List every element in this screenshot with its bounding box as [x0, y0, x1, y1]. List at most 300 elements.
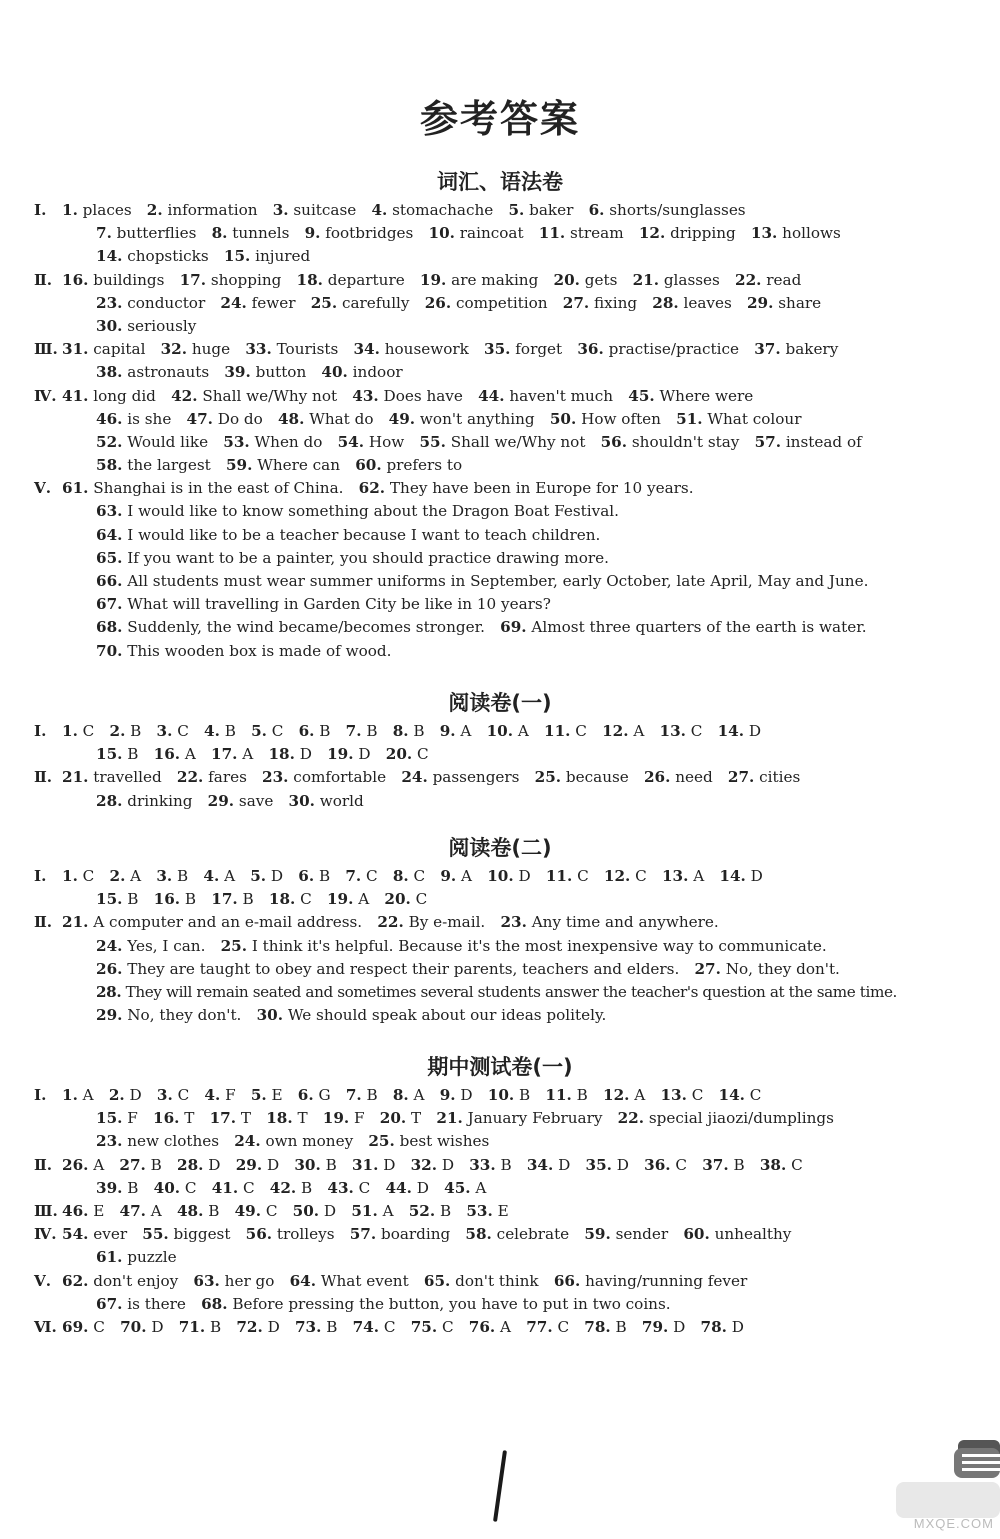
answer-text: B	[321, 1317, 338, 1336]
question-number: 15.	[96, 890, 123, 909]
question-number: 25.	[220, 936, 248, 955]
question-number: 18.	[268, 745, 295, 764]
question-number: 49.	[388, 409, 416, 428]
part-numeral: Ⅴ.	[34, 1271, 52, 1290]
answer-line	[0, 547, 1000, 570]
answer-line	[0, 1316, 1000, 1339]
answer-text: D	[513, 867, 531, 885]
question-number: 69.	[500, 618, 527, 637]
answer-text: drinking	[122, 791, 193, 810]
answer-items	[96, 431, 862, 454]
answer-text: B	[314, 722, 331, 740]
question-number: 17.	[211, 890, 238, 909]
question-number: 63.	[96, 502, 123, 521]
answer-text: D	[455, 1086, 473, 1104]
answer-text: B	[145, 1155, 162, 1174]
question-number: 16.	[153, 1109, 180, 1128]
answer-text: A	[237, 745, 254, 764]
question-number: 30.	[256, 1006, 284, 1025]
question-number: 41.	[62, 386, 89, 405]
answer-items	[62, 1316, 744, 1339]
answer-items	[62, 1084, 761, 1107]
question-number: 7.	[345, 1086, 362, 1104]
question-number: 38.	[96, 363, 123, 382]
answer-text: Yes, I can.	[122, 936, 206, 955]
answer-line	[0, 431, 1000, 454]
answer-text: If you want to be a painter, you should practice drawing more.	[122, 548, 609, 567]
question-number: 58.	[96, 456, 123, 475]
question-number: 6.	[297, 1086, 314, 1104]
answer-text: C	[408, 867, 426, 885]
question-number: 35.	[585, 1155, 612, 1174]
answer-text: E	[492, 1201, 509, 1220]
answer-text: B	[320, 1155, 337, 1174]
answer-line	[0, 935, 1000, 958]
answer-text: When do	[249, 432, 323, 451]
answer-line	[0, 315, 1000, 338]
answer-text: B	[514, 1086, 531, 1104]
answer-text: We should speak about our ideas politely.	[283, 1006, 607, 1025]
part-numeral: Ⅰ.	[34, 867, 47, 885]
answer-text: Suddenly, the wind became/becomes stronger.	[122, 618, 485, 637]
question-number: 11.	[545, 1086, 572, 1104]
question-number: 44.	[385, 1178, 412, 1197]
answer-text: C	[670, 1155, 688, 1174]
answer-text: new clothes	[122, 1132, 220, 1151]
answer-text: won't anything	[415, 409, 535, 428]
answer-text: A	[377, 1201, 394, 1220]
question-number: 23.	[262, 768, 289, 787]
answer-line	[0, 766, 1000, 789]
question-number: 12.	[602, 722, 629, 740]
answer-text: glasses	[659, 270, 720, 289]
answer-text: D	[726, 1317, 744, 1336]
answer-line	[0, 524, 1000, 547]
answer-text: B	[435, 1201, 452, 1220]
answer-text: T	[406, 1109, 422, 1128]
answer-text: How often	[576, 409, 661, 428]
answer-text: D	[611, 1155, 629, 1174]
answer-items	[62, 338, 838, 361]
question-number: 29.	[207, 791, 235, 810]
question-number: 34.	[526, 1155, 554, 1174]
answer-line	[0, 888, 1000, 911]
answer-text: passengers	[427, 768, 520, 787]
part-numeral: Ⅱ.	[34, 270, 53, 289]
question-number: 29.	[235, 1155, 263, 1174]
question-number: 6.	[588, 201, 605, 219]
section-title: 词汇、语法卷	[437, 170, 563, 194]
question-number: 15.	[96, 1109, 123, 1128]
question-number: 63.	[193, 1271, 220, 1290]
answer-text: January February	[462, 1109, 603, 1128]
answer-text: save	[234, 791, 274, 810]
answer-text: C	[570, 722, 587, 740]
question-number: 60.	[683, 1225, 710, 1244]
answer-text: baker	[524, 201, 574, 219]
answer-section	[0, 686, 1000, 813]
answer-text: T	[292, 1109, 308, 1128]
answer-text: B	[314, 867, 331, 885]
answer-text: C	[412, 745, 429, 764]
answer-line	[0, 570, 1000, 593]
answer-text: B	[361, 722, 378, 740]
answer-line	[0, 1223, 1000, 1246]
answer-text: What do	[304, 409, 374, 428]
answer-line	[0, 720, 1000, 743]
answer-text: shopping	[206, 270, 282, 289]
answer-line	[0, 269, 1000, 292]
question-number: 3.	[156, 722, 173, 740]
answer-text: C	[77, 722, 95, 740]
answer-text: practise/practice	[603, 340, 740, 359]
answer-text: prefers to	[381, 456, 463, 475]
answer-items	[96, 1293, 671, 1316]
answer-line	[0, 616, 1000, 639]
question-number: 43.	[327, 1178, 354, 1197]
question-number: 74.	[352, 1317, 380, 1336]
question-number: 59.	[225, 456, 253, 475]
answer-text: B	[408, 722, 425, 740]
answer-text: D	[353, 745, 371, 764]
answer-text: seriously	[122, 316, 197, 335]
part-numeral: Ⅵ.	[34, 1317, 57, 1336]
question-number: 28.	[96, 982, 122, 1001]
answer-text: C	[410, 890, 428, 909]
answer-text: E	[266, 1086, 283, 1104]
question-number: 16.	[153, 745, 181, 764]
question-number: 27.	[727, 768, 755, 787]
question-number: 3.	[272, 201, 289, 219]
answer-items	[96, 315, 196, 338]
question-number: 50.	[292, 1201, 320, 1220]
answer-text: I would like to be a teacher because I want to teach children.	[122, 525, 601, 544]
question-number: 26.	[424, 293, 452, 312]
answer-text: are making	[446, 270, 539, 289]
answer-section	[0, 1050, 1000, 1339]
answer-text: F	[349, 1109, 365, 1128]
answer-text: shouldn't stay	[627, 432, 740, 451]
answer-text: B	[237, 890, 254, 909]
question-number: 13.	[659, 722, 686, 740]
answer-text: is she	[122, 409, 172, 428]
question-number: 35.	[484, 340, 511, 359]
answer-text: boarding	[376, 1225, 451, 1244]
question-number: 28.	[96, 791, 123, 810]
question-number: 48.	[176, 1201, 204, 1220]
answer-text: best wishes	[394, 1132, 490, 1151]
answer-text: B	[495, 1155, 512, 1174]
answer-text: B	[122, 745, 139, 764]
answer-text: housework	[379, 340, 469, 359]
answer-text: B	[172, 867, 189, 885]
question-number: 24.	[96, 936, 123, 955]
question-number: 6.	[298, 722, 315, 740]
answer-items	[96, 1177, 486, 1200]
answer-text: puzzle	[122, 1248, 177, 1267]
question-number: 77.	[526, 1317, 553, 1336]
answer-text: stream	[565, 224, 624, 243]
answer-items	[62, 766, 800, 789]
question-number: 49.	[234, 1201, 262, 1220]
answer-items	[96, 222, 841, 245]
question-number: 7.	[345, 867, 362, 885]
question-number: 37.	[754, 340, 781, 359]
question-number: 33.	[469, 1155, 496, 1174]
answer-text: A	[145, 1201, 162, 1220]
answer-section	[0, 165, 1000, 663]
answer-text: D	[553, 1155, 571, 1174]
question-number: 26.	[96, 959, 123, 978]
question-number: 13.	[661, 867, 689, 885]
answer-text: They are taught to obey and respect their parents, teachers and elders.	[122, 959, 680, 978]
answer-text: read	[761, 270, 802, 289]
answer-text: because	[561, 768, 629, 787]
answer-items	[96, 408, 801, 431]
answer-line	[0, 1177, 1000, 1200]
answer-text: Shanghai is in the east of China.	[88, 479, 344, 498]
answer-line	[0, 640, 1000, 663]
question-number: 32.	[410, 1155, 438, 1174]
answer-line	[0, 593, 1000, 616]
question-number: 28.	[177, 1155, 204, 1174]
answer-text: B	[203, 1201, 220, 1220]
answer-text: How	[364, 432, 405, 451]
answer-text: Shall we/Why not	[197, 386, 338, 405]
question-number: 52.	[96, 432, 123, 451]
answer-text: chopsticks	[122, 247, 209, 266]
answer-text: C	[172, 722, 189, 740]
answer-items	[96, 547, 609, 570]
answer-text: A	[688, 867, 705, 885]
question-number: 10.	[428, 224, 455, 243]
answer-text: A	[470, 1178, 487, 1197]
question-number: 10.	[487, 867, 514, 885]
answer-text: unhealthy	[709, 1225, 792, 1244]
answer-section	[0, 831, 1000, 1027]
question-number: 45.	[444, 1178, 471, 1197]
answer-text: leaves	[678, 293, 732, 312]
section-title: 阅读卷(一)	[448, 691, 552, 715]
part-numeral: Ⅲ.	[34, 1201, 58, 1220]
answer-text: C	[379, 1317, 396, 1336]
answer-text: don't enjoy	[88, 1271, 179, 1290]
question-number: 4.	[371, 201, 388, 219]
answer-text: share	[773, 293, 822, 312]
answer-text: C	[295, 890, 312, 909]
answer-text: fewer	[246, 293, 296, 312]
answer-line	[0, 385, 1000, 408]
answer-text: having/running fever	[580, 1271, 748, 1290]
question-number: 19.	[419, 270, 447, 289]
question-number: 79.	[641, 1317, 669, 1336]
answer-items	[96, 981, 897, 1004]
answer-line	[0, 477, 1000, 500]
answer-text: C	[685, 722, 703, 740]
answer-text: They will remain seated and sometimes several students answer the teacher's question at the same time.	[121, 982, 897, 1001]
answer-text: buildings	[88, 270, 165, 289]
question-number: 14.	[719, 867, 746, 885]
question-number: 42.	[171, 386, 198, 405]
question-number: 25.	[310, 293, 338, 312]
question-number: 12.	[603, 1086, 630, 1104]
question-number: 30.	[288, 791, 315, 810]
question-number: 14.	[717, 722, 745, 740]
question-number: 21.	[62, 913, 89, 932]
answer-text: No, they don't.	[122, 1006, 242, 1025]
question-number: 67.	[96, 595, 123, 614]
question-number: 3.	[156, 867, 173, 885]
answer-text: B	[361, 1086, 378, 1104]
answer-line	[0, 1107, 1000, 1130]
question-number: 33.	[245, 340, 272, 359]
question-number: 51.	[351, 1201, 378, 1220]
answer-items	[96, 593, 551, 616]
answer-text: conductor	[122, 293, 206, 312]
question-number: 1.	[62, 722, 78, 740]
page-title: 参考答案	[419, 97, 580, 141]
question-number: 62.	[358, 479, 386, 498]
question-number: 48.	[277, 409, 305, 428]
question-number: 46.	[62, 1201, 89, 1220]
answer-text: C	[353, 1178, 371, 1197]
answer-items	[62, 477, 694, 500]
question-number: 59.	[584, 1225, 611, 1244]
answer-text: Does have	[378, 386, 463, 405]
answer-text: T	[236, 1109, 251, 1128]
answer-text: C	[238, 1178, 255, 1197]
section-title: 阅读卷(二)	[448, 836, 552, 860]
answer-text: long did	[88, 386, 156, 405]
part-numeral: Ⅱ.	[34, 768, 53, 787]
question-number: 52.	[408, 1201, 436, 1220]
answer-text: D	[262, 1155, 280, 1174]
answer-text: information	[162, 201, 258, 219]
answer-text: Before pressing the button, you have to put in two coins.	[227, 1294, 671, 1313]
answer-items	[62, 865, 763, 888]
question-number: 4.	[203, 867, 220, 885]
answer-text: Almost three quarters of the earth is water.	[526, 618, 867, 637]
answer-text: D	[146, 1317, 164, 1336]
answer-text: B	[205, 1317, 222, 1336]
question-number: 22.	[377, 913, 404, 932]
answer-text: This wooden box is made of wood.	[122, 641, 392, 660]
part-numeral: Ⅲ.	[34, 340, 58, 359]
answer-text: sender	[610, 1225, 669, 1244]
question-number: 19.	[326, 890, 354, 909]
answer-text: own money	[260, 1132, 354, 1151]
answer-text: B	[219, 722, 236, 740]
answer-text: D	[294, 745, 312, 764]
answer-items	[96, 292, 821, 315]
question-number: 57.	[754, 432, 781, 451]
answer-text: the largest	[122, 456, 211, 475]
answer-text: A	[353, 890, 370, 909]
question-number: 11.	[538, 224, 566, 243]
answer-text: ever	[88, 1225, 128, 1244]
answer-text: Would like	[122, 432, 209, 451]
question-number: 39.	[96, 1178, 123, 1197]
answer-line	[0, 1084, 1000, 1107]
answer-line	[0, 292, 1000, 315]
question-number: 61.	[62, 479, 89, 498]
pen-mark	[493, 1450, 507, 1522]
question-number: 65.	[423, 1271, 451, 1290]
answer-items	[96, 616, 867, 639]
answer-items	[62, 1270, 747, 1293]
answer-text: button	[250, 363, 307, 382]
answer-text: capital	[88, 340, 146, 359]
question-number: 2.	[109, 722, 126, 740]
question-number: 1.	[62, 201, 78, 219]
question-number: 45.	[628, 386, 655, 405]
question-number: 70.	[120, 1317, 147, 1336]
part-numeral: Ⅴ.	[34, 479, 52, 498]
question-number: 72.	[236, 1317, 263, 1336]
answer-text: All students must wear summer uniforms in September, early October, late April, May and June.	[122, 572, 869, 590]
question-number: 50.	[549, 409, 577, 428]
answer-line	[0, 222, 1000, 245]
answer-text: need	[670, 768, 713, 787]
answer-text: D	[203, 1155, 221, 1174]
question-number: 41.	[211, 1178, 239, 1197]
question-number: 18.	[266, 1109, 293, 1128]
answer-text: suitcase	[288, 201, 357, 219]
question-number: 24.	[401, 768, 428, 787]
question-number: 23.	[500, 913, 527, 932]
answer-text: astronauts	[122, 363, 210, 382]
answer-text: F	[220, 1086, 236, 1104]
question-number: 37.	[702, 1155, 729, 1174]
section-title: 期中测试卷(一)	[427, 1055, 573, 1079]
question-number: 54.	[62, 1225, 89, 1244]
answer-text: D	[124, 1086, 142, 1104]
question-number: 28.	[652, 293, 679, 312]
question-number: 5.	[250, 867, 267, 885]
answer-text: C	[552, 1317, 570, 1336]
question-number: 11.	[545, 867, 573, 885]
question-number: 55.	[419, 432, 446, 451]
question-number: 5.	[508, 201, 525, 219]
question-number: 4.	[204, 1086, 221, 1104]
answer-text: B	[728, 1155, 745, 1174]
answer-text: I think it's helpful. Because it's the most inexpensive way to communicate.	[247, 936, 827, 955]
question-number: 27.	[694, 959, 721, 978]
question-number: 44.	[478, 386, 505, 405]
question-number: 31.	[62, 340, 89, 359]
answer-text: A	[125, 867, 142, 885]
question-number: 18.	[296, 270, 323, 289]
answer-items	[96, 500, 619, 523]
question-number: 20.	[553, 270, 580, 289]
answer-line	[0, 865, 1000, 888]
watermark-text: MXQE.COM	[913, 1516, 994, 1531]
answer-text: stomachache	[387, 201, 494, 219]
question-number: 21.	[62, 768, 89, 787]
question-number: 30.	[96, 316, 123, 335]
question-number: 14.	[96, 247, 123, 266]
part-numeral: Ⅰ.	[34, 201, 47, 219]
question-number: 8.	[392, 722, 409, 740]
answer-line	[0, 408, 1000, 431]
question-number: 73.	[294, 1317, 322, 1336]
question-number: 76.	[468, 1317, 496, 1336]
question-number: 17.	[211, 745, 238, 764]
answer-text: travelled	[88, 768, 162, 787]
question-number: 13.	[750, 224, 778, 243]
answer-items	[96, 454, 462, 477]
answer-line	[0, 1130, 1000, 1153]
